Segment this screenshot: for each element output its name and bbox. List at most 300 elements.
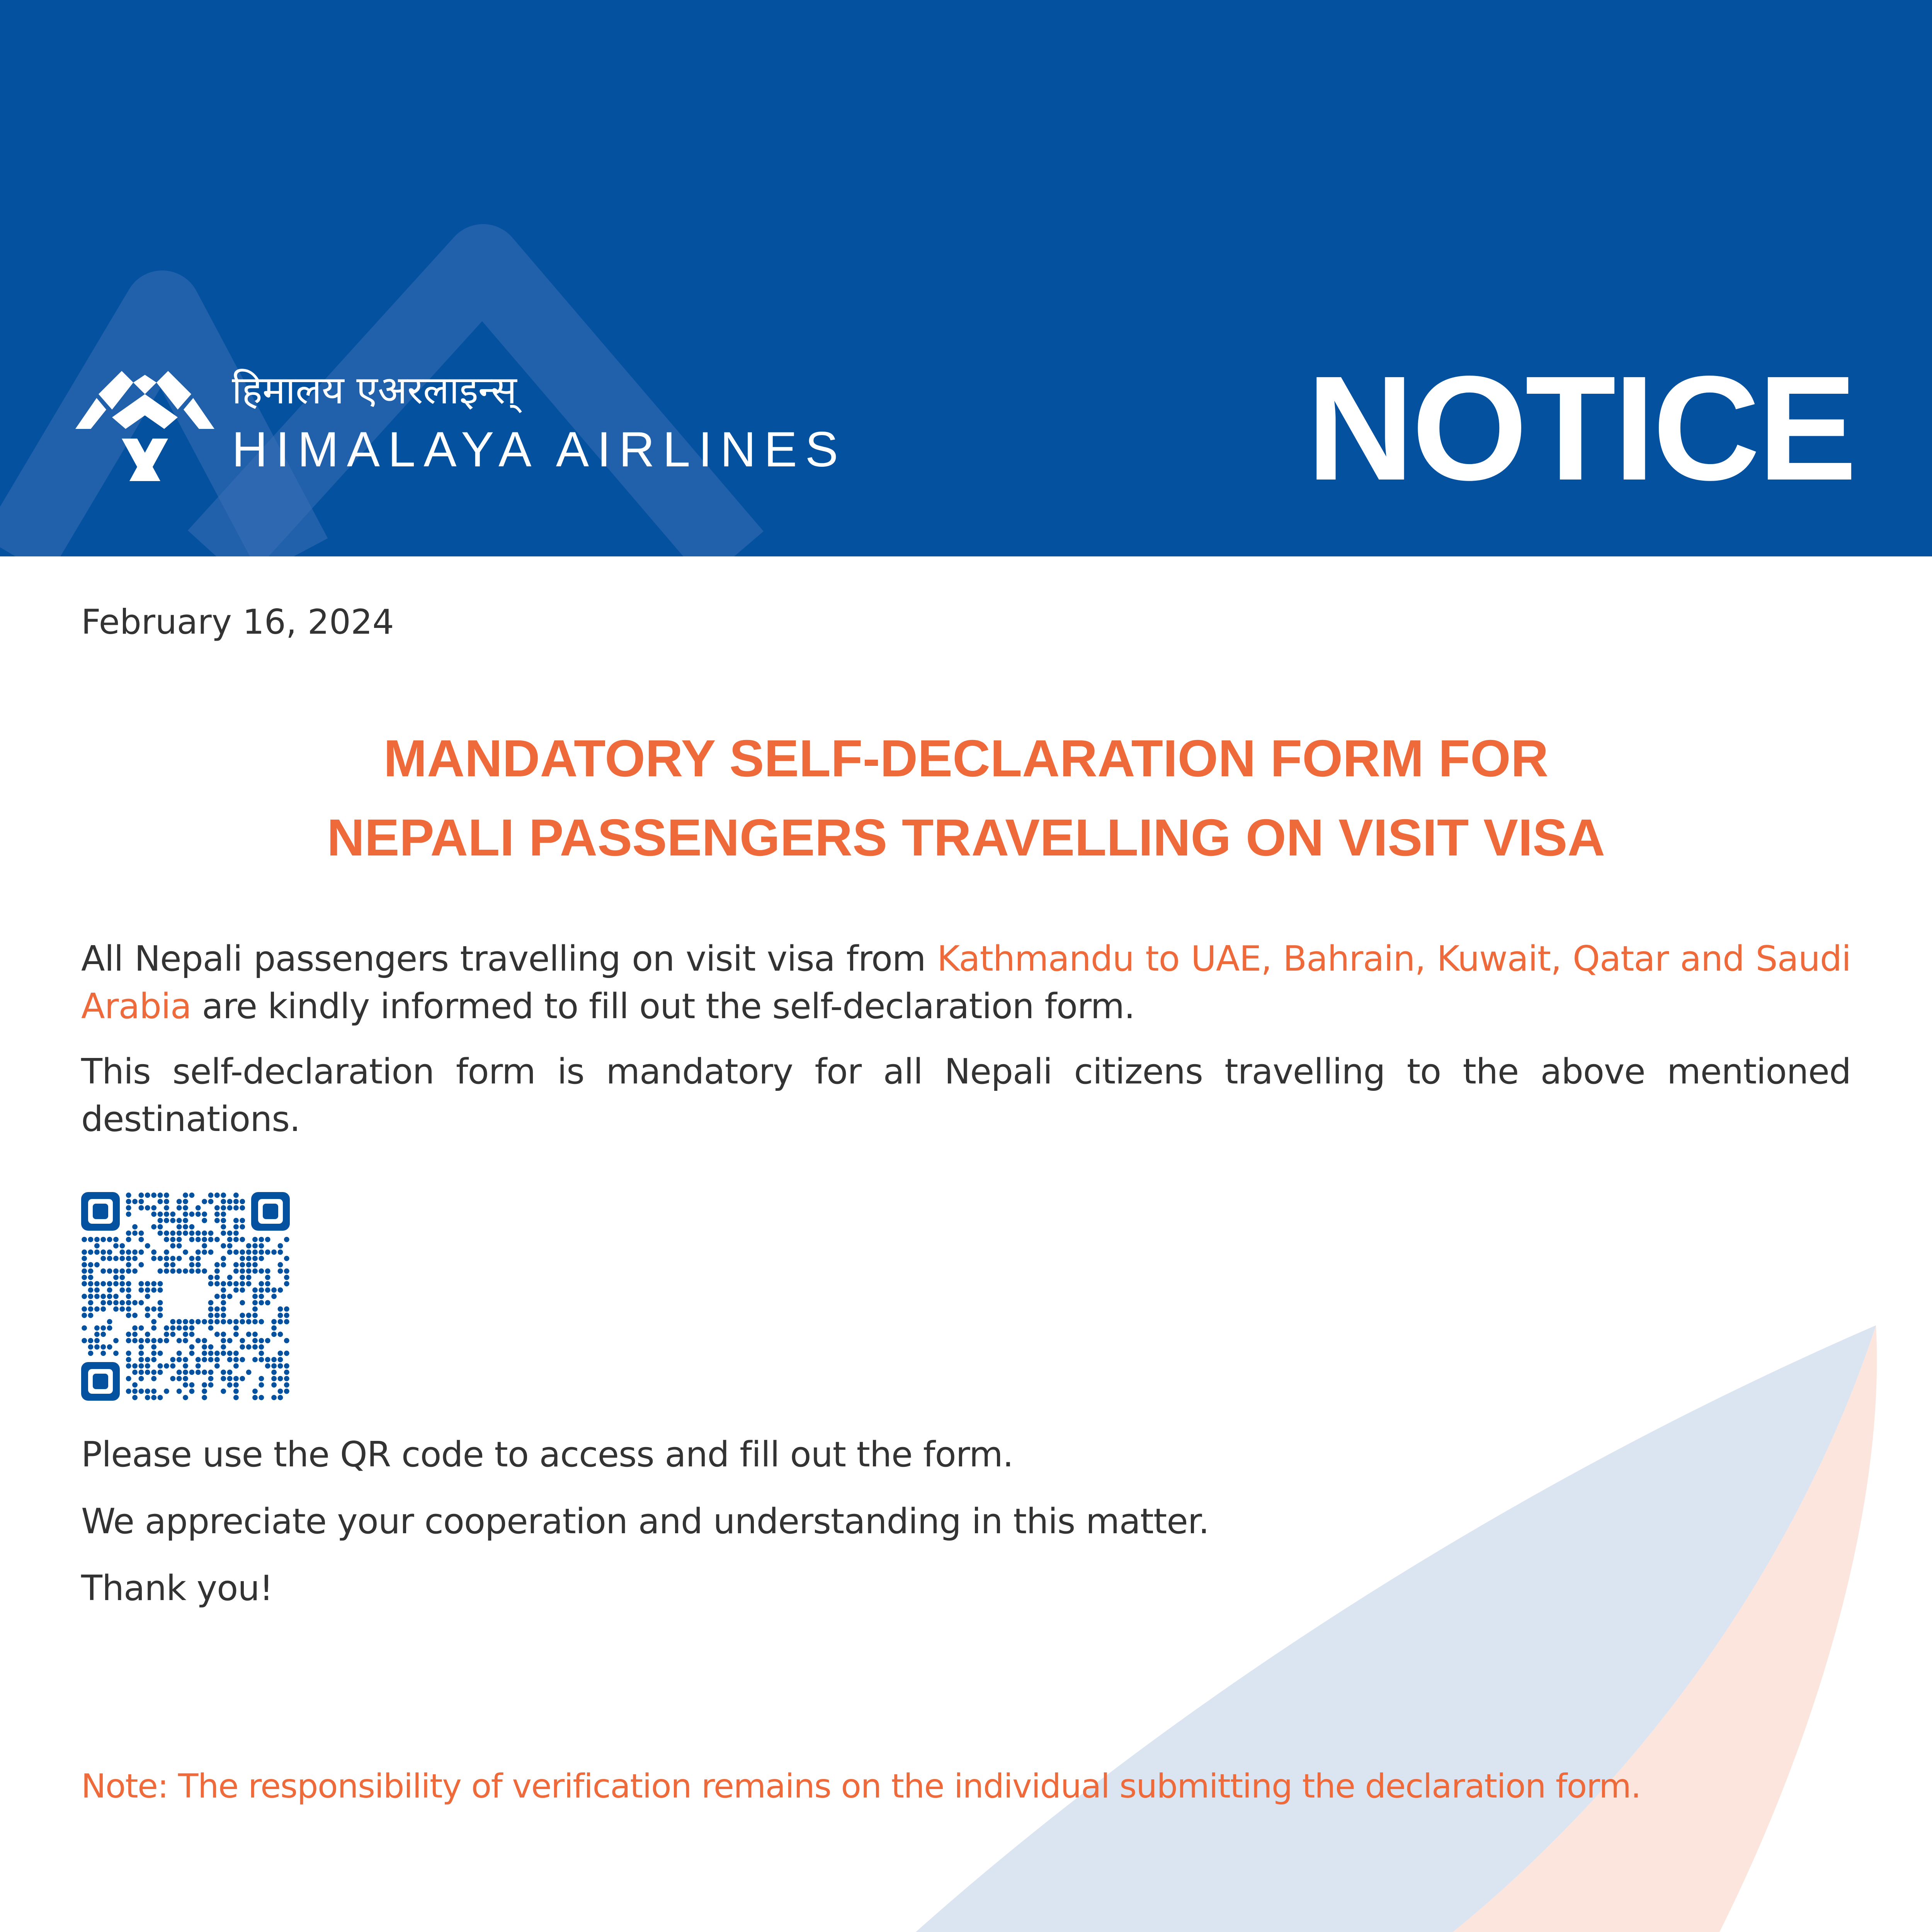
- qr-module: [214, 1262, 220, 1267]
- qr-module: [132, 1300, 138, 1305]
- qr-module: [189, 1319, 194, 1325]
- qr-module: [132, 1332, 138, 1337]
- qr-module: [202, 1237, 207, 1242]
- qr-module: [126, 1250, 131, 1255]
- qr-module: [208, 1300, 214, 1305]
- qr-module: [221, 1230, 226, 1236]
- qr-module: [202, 1230, 207, 1236]
- qr-module: [271, 1287, 277, 1293]
- qr-module: [82, 1281, 87, 1286]
- qr-module: [233, 1199, 239, 1204]
- qr-module: [119, 1269, 125, 1274]
- qr-module: [259, 1350, 264, 1356]
- qr-module: [278, 1243, 283, 1248]
- qr-module: [259, 1376, 264, 1381]
- qr-module: [227, 1243, 233, 1248]
- qr-module: [145, 1313, 150, 1318]
- qr-module: [151, 1287, 156, 1293]
- qr-module: [94, 1294, 100, 1299]
- qr-module: [202, 1243, 207, 1248]
- qr-module: [100, 1325, 106, 1331]
- qr-module: [227, 1369, 233, 1375]
- qr-module: [139, 1237, 144, 1242]
- qr-module: [208, 1313, 214, 1318]
- notice-title: NOTICE: [1306, 345, 1855, 511]
- qr-module: [183, 1269, 188, 1274]
- qr-module: [246, 1275, 252, 1280]
- qr-module: [164, 1250, 169, 1255]
- qr-module: [82, 1306, 87, 1312]
- qr-module: [170, 1211, 175, 1217]
- qr-module: [265, 1338, 270, 1344]
- qr-module: [233, 1205, 239, 1211]
- qr-module: [107, 1281, 112, 1286]
- qr-module: [170, 1332, 175, 1337]
- qr-module: [278, 1319, 283, 1325]
- qr-module: [139, 1281, 144, 1286]
- qr-module: [221, 1192, 226, 1198]
- qr-module: [252, 1344, 258, 1350]
- qr-module: [208, 1230, 214, 1236]
- qr-module: [126, 1230, 131, 1236]
- qr-module: [119, 1275, 125, 1280]
- qr-module: [88, 1269, 94, 1274]
- qr-module: [227, 1281, 233, 1286]
- qr-module: [158, 1300, 163, 1305]
- paragraph-1-tail: are kindly informed to fill out the self-declaration form.: [191, 986, 1135, 1027]
- qr-module: [183, 1224, 188, 1230]
- qr-module: [88, 1250, 94, 1255]
- qr-module: [214, 1275, 220, 1280]
- qr-module: [107, 1325, 112, 1331]
- qr-module: [233, 1230, 239, 1236]
- qr-module: [214, 1281, 220, 1286]
- qr-module: [221, 1344, 226, 1350]
- qr-module: [170, 1325, 175, 1331]
- qr-module: [132, 1269, 138, 1274]
- qr-module: [278, 1395, 283, 1400]
- qr-module: [246, 1369, 252, 1375]
- qr-module: [284, 1389, 289, 1394]
- qr-module: [284, 1256, 289, 1261]
- qr-module: [170, 1319, 175, 1325]
- qr-module: [208, 1237, 214, 1242]
- qr-module: [208, 1369, 214, 1375]
- qr-module: [107, 1319, 112, 1325]
- qr-module: [158, 1287, 163, 1293]
- qr-module: [252, 1294, 258, 1299]
- qr-module: [183, 1395, 188, 1400]
- qr-module: [183, 1357, 188, 1362]
- qr-module: [145, 1294, 150, 1299]
- qr-module: [259, 1382, 264, 1388]
- qr-module: [139, 1338, 144, 1344]
- qr-module: [214, 1313, 220, 1318]
- qr-module: [139, 1199, 144, 1204]
- qr-module: [271, 1376, 277, 1381]
- qr-module: [278, 1250, 283, 1255]
- qr-module: [132, 1395, 138, 1400]
- qr-module: [271, 1363, 277, 1369]
- qr-module: [107, 1300, 112, 1305]
- qr-module: [145, 1281, 150, 1286]
- qr-module: [107, 1294, 112, 1299]
- qr-module: [221, 1369, 226, 1375]
- qr-module: [170, 1269, 175, 1274]
- qr-module: [107, 1269, 112, 1274]
- qr-module: [271, 1250, 277, 1255]
- qr-module: [259, 1300, 264, 1305]
- qr-module: [145, 1287, 150, 1293]
- qr-module: [177, 1350, 182, 1356]
- qr-module: [94, 1325, 100, 1331]
- qr-module: [284, 1382, 289, 1388]
- qr-module: [233, 1350, 239, 1356]
- qr-module: [151, 1224, 156, 1230]
- qr-module: [164, 1256, 169, 1261]
- qr-module: [189, 1211, 194, 1217]
- qr-module: [227, 1250, 233, 1255]
- qr-module: [221, 1211, 226, 1217]
- qr-module: [221, 1376, 226, 1381]
- qr-module: [259, 1243, 264, 1248]
- qr-module: [94, 1338, 100, 1344]
- qr-module: [100, 1294, 106, 1299]
- qr-module: [265, 1363, 270, 1369]
- qr-module: [214, 1363, 220, 1369]
- qr-module: [177, 1243, 182, 1248]
- qr-module: [196, 1363, 201, 1369]
- qr-module: [145, 1357, 150, 1362]
- qr-module: [208, 1192, 214, 1198]
- qr-module: [246, 1344, 252, 1350]
- qr-module: [132, 1325, 138, 1331]
- qr-module: [189, 1192, 194, 1198]
- qr-module: [119, 1300, 125, 1305]
- qr-module: [151, 1369, 156, 1375]
- qr-module: [132, 1369, 138, 1375]
- qr-module: [151, 1205, 156, 1211]
- notice-headline: [0, 719, 1932, 877]
- qr-module: [189, 1262, 194, 1267]
- qr-module: [139, 1300, 144, 1305]
- qr-module: [227, 1319, 233, 1325]
- qr-module: [265, 1287, 270, 1293]
- qr-module: [100, 1250, 106, 1255]
- qr-module: [227, 1350, 233, 1356]
- qr-module: [139, 1192, 144, 1198]
- qr-module: [145, 1338, 150, 1344]
- qr-module: [214, 1332, 220, 1337]
- qr-module: [151, 1211, 156, 1217]
- qr-module: [164, 1199, 169, 1204]
- qr-module: [132, 1389, 138, 1394]
- notice-date: February 16, 2024: [81, 602, 394, 642]
- paragraph-destinations: [81, 935, 1851, 1030]
- qr-module: [151, 1192, 156, 1198]
- qr-module: [227, 1294, 233, 1299]
- qr-module: [158, 1256, 163, 1261]
- qr-module: [265, 1357, 270, 1362]
- qr-module: [221, 1389, 226, 1394]
- qr-module: [88, 1281, 94, 1286]
- qr-module: [221, 1218, 226, 1223]
- qr-module: [278, 1269, 283, 1274]
- qr-module: [126, 1332, 131, 1337]
- qr-module: [183, 1192, 188, 1198]
- qr-module: [240, 1275, 245, 1280]
- qr-module: [100, 1237, 106, 1242]
- qr-module: [240, 1224, 245, 1230]
- qr-module: [82, 1325, 87, 1331]
- qr-module: [259, 1357, 264, 1362]
- qr-module: [151, 1319, 156, 1325]
- qr-module: [259, 1250, 264, 1255]
- qr-module: [164, 1363, 169, 1369]
- qr-module: [233, 1357, 239, 1362]
- qr-module: [259, 1395, 264, 1400]
- qr-module: [278, 1262, 283, 1267]
- qr-module: [246, 1313, 252, 1318]
- qr-module: [183, 1199, 188, 1204]
- qr-module: [221, 1338, 226, 1344]
- qr-module: [208, 1306, 214, 1312]
- qr-module: [227, 1357, 233, 1362]
- qr-module: [284, 1338, 289, 1344]
- qr-module: [259, 1319, 264, 1325]
- qr-module: [284, 1237, 289, 1242]
- qr-module: [196, 1319, 201, 1325]
- qr-module: [158, 1306, 163, 1312]
- qr-module: [100, 1300, 106, 1305]
- qr-module: [233, 1395, 239, 1400]
- qr-module: [177, 1205, 182, 1211]
- qr-module: [202, 1357, 207, 1362]
- destinations-highlight: Kathmandu to UAE, Bahrain, Kuwait, Qatar and Saudi Arabia: [81, 939, 1851, 1027]
- qr-module: [208, 1281, 214, 1286]
- qr-module: [82, 1237, 87, 1242]
- qr-module: [221, 1243, 226, 1248]
- qr-module: [126, 1338, 131, 1344]
- qr-module: [183, 1319, 188, 1325]
- qr-module: [82, 1256, 87, 1261]
- qr-module: [233, 1382, 239, 1388]
- qr-module: [107, 1344, 112, 1350]
- qr-module: [227, 1205, 233, 1211]
- qr-module: [208, 1319, 214, 1325]
- qr-module: [94, 1281, 100, 1286]
- qr-module: [164, 1205, 169, 1211]
- header-banner: [0, 0, 1932, 556]
- qr-module: [158, 1350, 163, 1356]
- qr-module: [164, 1269, 169, 1274]
- qr-module: [158, 1230, 163, 1236]
- qr-module: [94, 1306, 100, 1312]
- qr-module: [233, 1389, 239, 1394]
- qr-module: [177, 1376, 182, 1381]
- qr-module: [227, 1230, 233, 1236]
- qr-module: [100, 1306, 106, 1312]
- qr-module: [214, 1294, 220, 1299]
- qr-module: [271, 1357, 277, 1362]
- qr-module: [132, 1313, 138, 1318]
- qr-module: [252, 1306, 258, 1312]
- qr-module: [164, 1237, 169, 1242]
- qr-module: [252, 1389, 258, 1394]
- qr-module: [259, 1338, 264, 1344]
- qr-module: [202, 1395, 207, 1400]
- qr-module: [119, 1243, 125, 1248]
- qr-module: [158, 1369, 163, 1375]
- qr-module: [240, 1237, 245, 1242]
- qr-module: [240, 1344, 245, 1350]
- qr-module: [196, 1205, 201, 1211]
- qr-module: [158, 1192, 163, 1198]
- headline-line-2: NEPALI PASSENGERS TRAVELLING ON VISIT VISA: [327, 808, 1605, 867]
- qr-module: [94, 1287, 100, 1293]
- qr-module: [177, 1218, 182, 1223]
- qr-module: [126, 1313, 131, 1318]
- qr-module: [246, 1269, 252, 1274]
- qr-module: [183, 1218, 188, 1223]
- qr-module: [202, 1218, 207, 1223]
- qr-module: [100, 1256, 106, 1261]
- qr-module: [126, 1281, 131, 1286]
- qr-module: [271, 1325, 277, 1331]
- qr-module: [126, 1287, 131, 1293]
- qr-module: [246, 1281, 252, 1286]
- closing-text: Thank you!: [81, 1568, 273, 1609]
- qr-module: [183, 1230, 188, 1236]
- qr-module: [170, 1230, 175, 1236]
- qr-module: [132, 1224, 138, 1230]
- qr-module: [278, 1306, 283, 1312]
- qr-module: [202, 1344, 207, 1350]
- qr-module: [252, 1357, 258, 1362]
- qr-module: [151, 1395, 156, 1400]
- qr-module: [145, 1205, 150, 1211]
- qr-module: [119, 1306, 125, 1312]
- qr-module: [208, 1382, 214, 1388]
- qr-module: [227, 1199, 233, 1204]
- qr-module: [177, 1224, 182, 1230]
- qr-module: [189, 1325, 194, 1331]
- qr-module: [221, 1313, 226, 1318]
- qr-module: [196, 1262, 201, 1267]
- qr-module: [259, 1344, 264, 1350]
- qr-module: [189, 1224, 194, 1230]
- qr-module: [233, 1332, 239, 1337]
- qr-module: [183, 1376, 188, 1381]
- qr-module: [119, 1256, 125, 1261]
- qr-module: [259, 1256, 264, 1261]
- qr-module: [233, 1237, 239, 1242]
- qr-module: [164, 1230, 169, 1236]
- qr-module: [202, 1389, 207, 1394]
- qr-module: [214, 1319, 220, 1325]
- qr-module: [183, 1338, 188, 1344]
- qr-module: [113, 1243, 119, 1248]
- qr-module: [82, 1275, 87, 1280]
- qr-module: [259, 1294, 264, 1299]
- headline-line-1: MANDATORY SELF-DECLARATION FORM FOR: [383, 729, 1549, 787]
- qr-module: [170, 1262, 175, 1267]
- qr-module: [82, 1269, 87, 1274]
- qr-module: [164, 1211, 169, 1217]
- qr-module: [208, 1344, 214, 1350]
- qr-module: [284, 1313, 289, 1318]
- qr-module: [202, 1211, 207, 1217]
- qr-code[interactable]: [81, 1192, 290, 1401]
- qr-module: [221, 1287, 226, 1293]
- qr-module: [271, 1332, 277, 1337]
- qr-module: [88, 1262, 94, 1267]
- qr-module: [196, 1211, 201, 1217]
- qr-module: [126, 1262, 131, 1267]
- qr-module: [145, 1389, 150, 1394]
- qr-module: [208, 1199, 214, 1204]
- qr-module: [208, 1357, 214, 1362]
- qr-module: [265, 1250, 270, 1255]
- qr-module: [214, 1205, 220, 1211]
- qr-module: [227, 1376, 233, 1381]
- qr-module: [221, 1306, 226, 1312]
- qr-module: [183, 1369, 188, 1375]
- qr-module: [132, 1338, 138, 1344]
- qr-module: [113, 1294, 119, 1299]
- qr-module: [158, 1313, 163, 1318]
- qr-module: [88, 1313, 94, 1318]
- qr-module: [233, 1281, 239, 1286]
- qr-module: [240, 1199, 245, 1204]
- qr-module: [164, 1389, 169, 1394]
- qr-module: [177, 1199, 182, 1204]
- qr-module: [94, 1262, 100, 1267]
- qr-module: [107, 1287, 112, 1293]
- qr-module: [126, 1237, 131, 1242]
- qr-module: [252, 1395, 258, 1400]
- qr-module: [88, 1237, 94, 1242]
- qr-module: [189, 1369, 194, 1375]
- qr-module: [177, 1269, 182, 1274]
- qr-module: [139, 1205, 144, 1211]
- qr-module: [271, 1319, 277, 1325]
- qr-module: [189, 1269, 194, 1274]
- qr-module: [145, 1243, 150, 1248]
- qr-module: [284, 1281, 289, 1286]
- qr-module: [107, 1256, 112, 1261]
- qr-module: [214, 1192, 220, 1198]
- qr-module: [170, 1376, 175, 1381]
- qr-module: [233, 1218, 239, 1223]
- qr-module: [284, 1319, 289, 1325]
- qr-module: [113, 1281, 119, 1286]
- qr-module: [126, 1357, 131, 1362]
- qr-module: [214, 1306, 220, 1312]
- qr-module: [259, 1287, 264, 1293]
- qr-module: [259, 1269, 264, 1274]
- qr-module: [151, 1256, 156, 1261]
- qr-module: [246, 1332, 252, 1337]
- qr-module: [233, 1287, 239, 1293]
- qr-module: [252, 1269, 258, 1274]
- qr-module: [271, 1369, 277, 1375]
- qr-module: [119, 1250, 125, 1255]
- qr-module: [113, 1269, 119, 1274]
- qr-module: [284, 1269, 289, 1274]
- qr-module: [113, 1306, 119, 1312]
- qr-module: [278, 1287, 283, 1293]
